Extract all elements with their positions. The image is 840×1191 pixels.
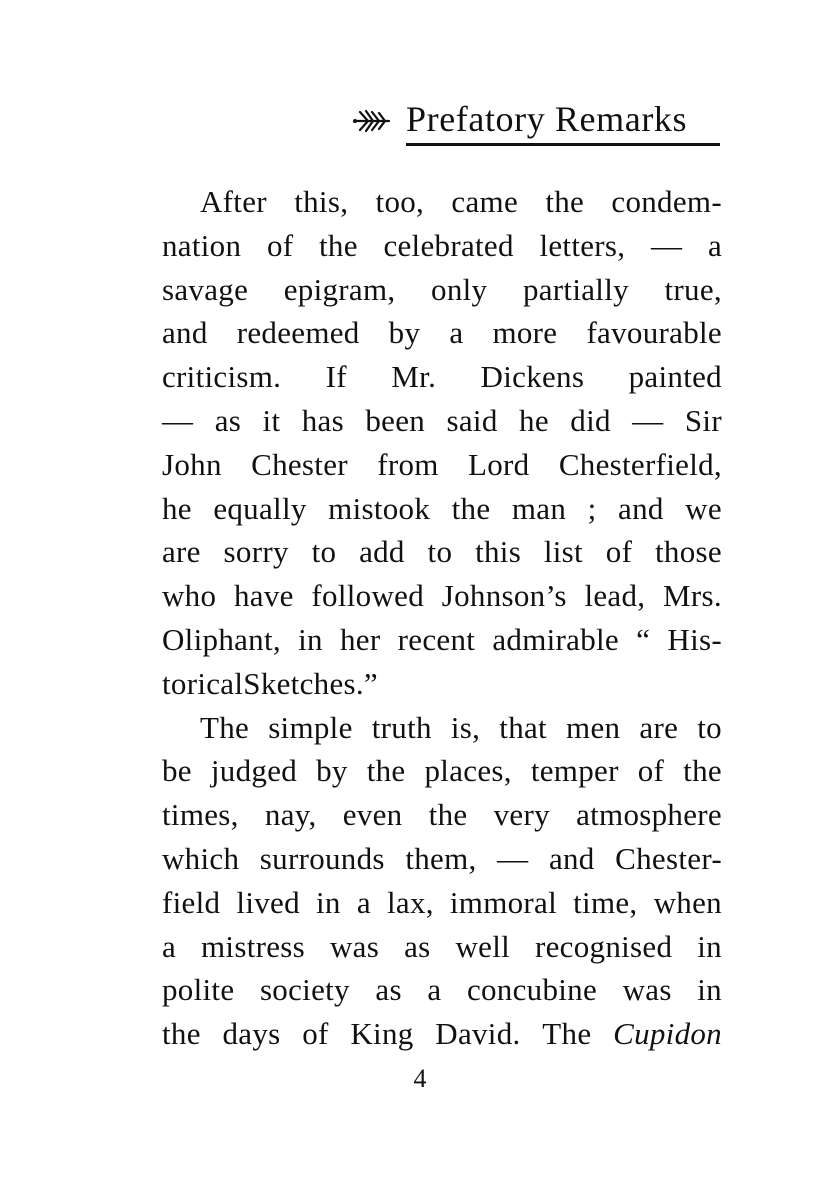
text-line — [162, 224, 722, 268]
word: too, — [375, 184, 425, 219]
word: — — [497, 840, 529, 876]
word: who — [162, 578, 217, 614]
word: The — [200, 709, 250, 745]
word: even — [342, 797, 403, 833]
word: as — [214, 402, 242, 438]
word: condem- — [611, 184, 722, 219]
word: If — [325, 359, 347, 395]
word: in — [298, 621, 323, 657]
word: true, — [664, 271, 722, 307]
text-line — [162, 311, 722, 355]
word: the — [162, 1016, 201, 1052]
text-line — [162, 355, 722, 399]
word: Chesterfield, — [558, 446, 722, 482]
word: as — [375, 972, 402, 1008]
word: and — [162, 315, 208, 351]
word: the — [545, 184, 585, 219]
word: Johnson’s — [441, 578, 567, 614]
word: partially — [522, 271, 629, 307]
word: nay, — [264, 797, 317, 833]
word: Mr. — [391, 359, 437, 395]
word: Dickens — [480, 359, 585, 395]
word: this — [475, 534, 522, 570]
word: judged — [210, 753, 298, 789]
word: mistook — [328, 490, 431, 526]
word: days — [222, 1016, 281, 1052]
text-line — [162, 487, 722, 531]
word: sorry — [223, 534, 289, 570]
word: her — [340, 621, 381, 657]
text-line — [162, 662, 722, 706]
word: of — [637, 753, 665, 789]
paragraph-2 — [162, 706, 722, 1056]
word: the — [319, 227, 358, 263]
word: King — [350, 1016, 414, 1052]
word: the — [366, 753, 406, 789]
word: favourable — [586, 315, 722, 351]
word: add — [359, 534, 405, 570]
word: more — [492, 315, 558, 351]
word: in — [697, 972, 722, 1008]
word: lived — [236, 884, 300, 920]
word: a — [449, 315, 464, 351]
word: to — [311, 534, 337, 570]
word: time, — [573, 884, 638, 920]
word: criticism. — [162, 359, 282, 395]
word: The — [542, 1016, 592, 1052]
word: came — [451, 184, 519, 219]
word: of — [605, 534, 633, 570]
word: — — [632, 402, 664, 438]
word: Mrs. — [663, 578, 722, 614]
word: admirable — [492, 621, 619, 657]
word: lax, — [386, 884, 434, 920]
text-line — [162, 399, 722, 443]
word: a — [427, 972, 442, 1008]
word: David. — [435, 1016, 521, 1052]
word: Sketches.” — [243, 665, 378, 701]
word: man — [511, 490, 567, 526]
word: and — [618, 490, 664, 526]
text-line — [162, 837, 722, 881]
word: of — [266, 227, 294, 263]
word: has — [301, 402, 344, 438]
word: After — [200, 184, 267, 219]
word: epigram, — [283, 271, 396, 307]
word: Oliphant, — [162, 621, 281, 657]
word: when — [653, 884, 722, 920]
text-line — [162, 749, 722, 793]
word: the — [683, 753, 722, 789]
word: immoral — [449, 884, 558, 920]
word: John — [162, 446, 222, 482]
paragraph-1 — [162, 180, 722, 706]
word: equally — [213, 490, 307, 526]
word: well — [455, 928, 511, 964]
word: a — [356, 884, 371, 920]
running-head-title: Prefatory Remarks — [406, 99, 688, 139]
word: redeemed — [236, 315, 360, 351]
word: celebrated — [383, 227, 514, 263]
word: lead, — [584, 578, 646, 614]
word: those — [655, 534, 722, 570]
word: said — [446, 402, 498, 438]
word: in — [316, 884, 341, 920]
word: — — [162, 402, 194, 438]
word: very — [493, 797, 550, 833]
word: nation — [162, 227, 242, 263]
word: only — [431, 271, 488, 307]
word: to — [427, 534, 453, 570]
word: in — [697, 928, 722, 964]
word: to — [697, 709, 722, 745]
fleuron-icon — [352, 108, 392, 134]
word: savage — [162, 271, 249, 307]
word: temper — [530, 753, 619, 789]
text-line — [162, 925, 722, 969]
word: was — [329, 928, 380, 964]
text-line — [162, 443, 722, 487]
word: it — [262, 402, 281, 438]
word: — — [650, 227, 683, 263]
word: as — [404, 928, 431, 964]
word: atmosphere — [576, 797, 722, 833]
word: is, — [450, 709, 481, 745]
word: men — [566, 709, 621, 745]
body-text — [162, 180, 722, 1056]
word: he — [162, 490, 192, 526]
word: he — [519, 402, 549, 438]
word: recent — [397, 621, 476, 657]
word: been — [365, 402, 426, 438]
word: Lord — [468, 446, 530, 482]
word: truth — [371, 709, 432, 745]
word: was — [622, 972, 672, 1008]
word: by — [316, 753, 348, 789]
text-line — [162, 268, 722, 312]
text-line — [162, 968, 722, 1012]
running-head-rule — [406, 143, 720, 146]
word: list — [543, 534, 583, 570]
word: and — [548, 840, 595, 876]
word: torical — [162, 665, 244, 701]
word: society — [259, 972, 350, 1008]
word: a — [162, 928, 177, 964]
word: mistress — [201, 928, 306, 964]
word: from — [377, 446, 439, 482]
word: letters, — [539, 227, 626, 263]
word: Sir — [684, 402, 722, 438]
text-line — [162, 574, 722, 618]
text-line — [162, 881, 722, 925]
word: polite — [162, 972, 235, 1008]
text-line — [162, 706, 722, 750]
word: this, — [294, 184, 349, 219]
word: be — [162, 753, 192, 789]
text-line — [162, 793, 722, 837]
word: the — [428, 797, 468, 833]
word: Chester- — [615, 840, 722, 876]
word: Chester — [251, 446, 348, 482]
word: His- — [667, 621, 722, 657]
word: simple — [268, 709, 353, 745]
word: followed — [311, 578, 425, 614]
word: field — [162, 884, 221, 920]
word: “ — [636, 621, 651, 657]
running-head — [330, 96, 722, 148]
word: times, — [162, 797, 239, 833]
word: have — [234, 578, 294, 614]
text-line — [162, 180, 722, 224]
word: we — [685, 490, 722, 526]
text-line — [162, 618, 722, 662]
page-number: 4 — [413, 1064, 427, 1093]
word: of — [302, 1016, 329, 1052]
word: did — [570, 402, 611, 438]
word: a — [707, 227, 722, 263]
word: concubine — [466, 972, 598, 1008]
italic-word: Cupidon — [613, 1016, 722, 1052]
word: which — [162, 840, 240, 876]
word: are — [639, 709, 679, 745]
word: painted — [628, 359, 722, 395]
word: that — [499, 709, 547, 745]
word: the — [451, 490, 491, 526]
text-line — [162, 1012, 722, 1056]
word: them, — [405, 840, 477, 876]
word: are — [162, 534, 201, 570]
word: surrounds — [259, 840, 385, 876]
word: places, — [424, 753, 512, 789]
word: ; — [587, 490, 597, 526]
word: recognised — [534, 928, 673, 964]
text-line — [162, 530, 722, 574]
word: by — [388, 315, 421, 351]
